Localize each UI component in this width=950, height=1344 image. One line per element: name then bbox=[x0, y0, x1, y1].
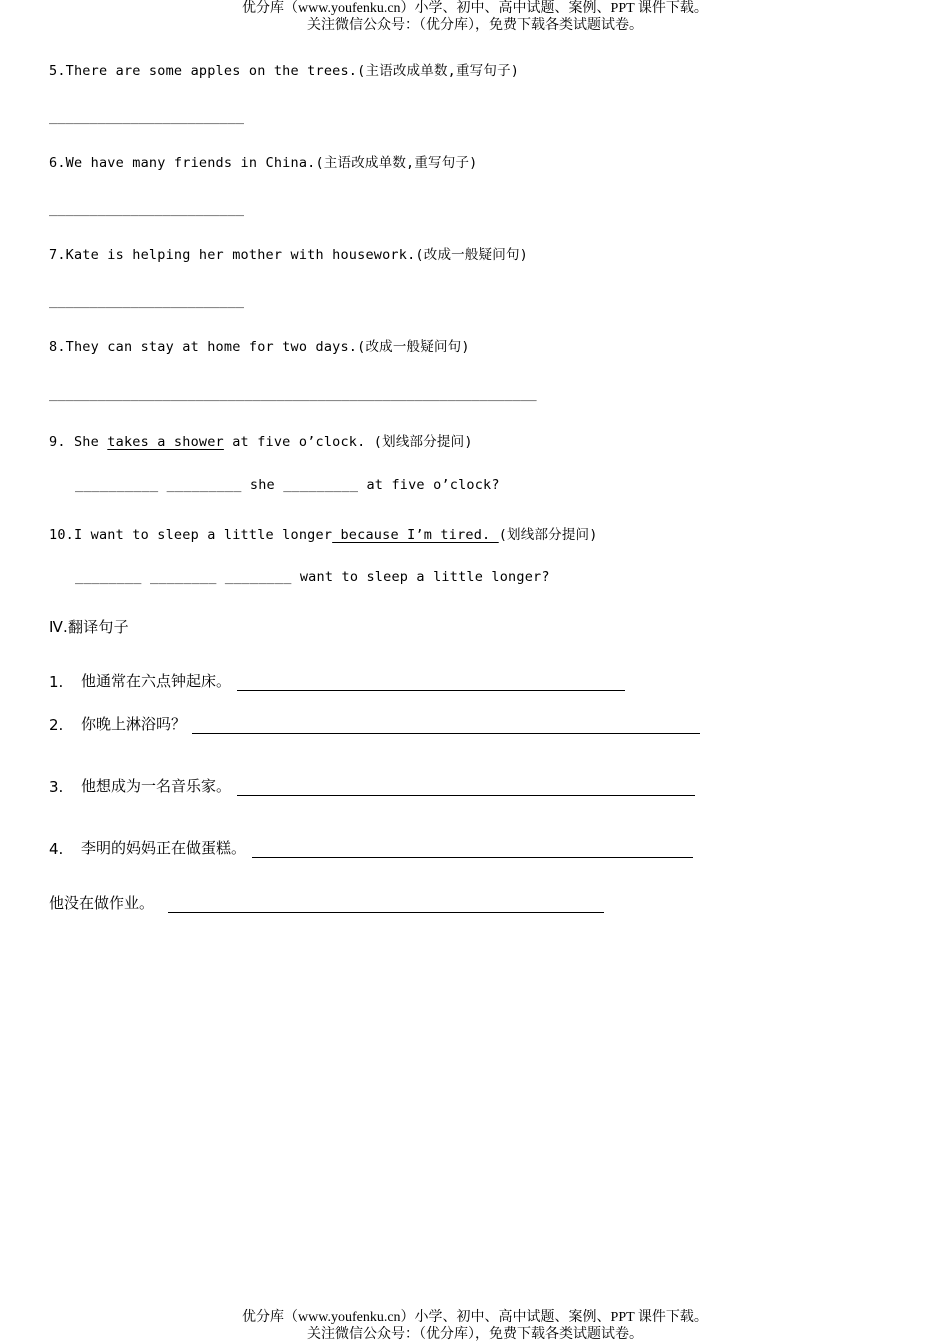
translation-item-3 bbox=[49, 775, 695, 796]
question-8: 8.They can stay at home for two days.(改成一般疑问句) bbox=[49, 339, 470, 355]
translation-item-4 bbox=[49, 837, 693, 858]
translation-item-text: 他想成为一名音乐家。 bbox=[81, 777, 232, 795]
question-10 bbox=[49, 523, 598, 543]
translation-item-number: 2. bbox=[49, 716, 64, 734]
question-9-prefix: 9. She bbox=[49, 434, 108, 450]
question-8-answer-blank: ____________________________________________________________ bbox=[49, 386, 537, 402]
question-9 bbox=[49, 430, 473, 450]
question-10-answer-line: ________ ________ ________ want to sleep a little longer? bbox=[75, 569, 550, 585]
answer-underline bbox=[192, 719, 700, 734]
translation-item-text: 你晚上淋浴吗？ bbox=[81, 715, 187, 733]
answer-underline bbox=[237, 676, 625, 691]
translation-item-1 bbox=[49, 670, 625, 691]
question-9-answer-line: __________ _________ she _________ at five o’clock? bbox=[75, 477, 500, 493]
footer-line-2: 关注微信公众号：（优分库），免费下载各类试题试卷。 bbox=[307, 1327, 643, 1342]
question-5: 5.There are some apples on the trees.(主语改成单数,重写句子) bbox=[49, 63, 520, 79]
question-6: 6.We have many friends in China.(主语改成单数,重写句子) bbox=[49, 155, 478, 171]
translation-item-2 bbox=[49, 713, 700, 734]
translation-item-number: 4. bbox=[49, 840, 64, 858]
question-9-underlined-part: takes a shower bbox=[107, 434, 224, 450]
translation-item-text: 李明的妈妈正在做蛋糕。 bbox=[81, 839, 247, 857]
header-line-1: 优分库（www.youfenku.cn）小学、初中、高中试题、案例、PPT 课件下载。 bbox=[242, 1, 708, 16]
answer-underline bbox=[237, 781, 695, 796]
question-10-suffix: (划线部分提问) bbox=[498, 527, 598, 543]
translation-item-number: 1. bbox=[49, 673, 64, 691]
translation-item-text: 他没在做作业。 bbox=[49, 894, 155, 912]
translation-item-text: 他通常在六点钟起床。 bbox=[81, 672, 232, 690]
question-9-suffix: at five o’clock. (划线部分提问) bbox=[223, 434, 473, 450]
translation-item-extra bbox=[49, 892, 604, 913]
page-header bbox=[0, 0, 950, 34]
question-6-answer-blank: ________________________ bbox=[49, 201, 245, 217]
page-footer bbox=[0, 1309, 950, 1343]
footer-line-1: 优分库（www.youfenku.cn）小学、初中、高中试题、案例、PPT 课件下载。 bbox=[242, 1310, 708, 1325]
translation-item-number: 3. bbox=[49, 778, 64, 796]
question-5-answer-blank: ________________________ bbox=[49, 109, 245, 125]
header-line-2: 关注微信公众号：（优分库），免费下载各类试题试卷。 bbox=[307, 18, 643, 33]
section-4-title: Ⅳ.翻译句子 bbox=[49, 618, 129, 636]
answer-underline bbox=[252, 843, 693, 858]
question-10-underlined-part: because I’m tired. bbox=[332, 527, 499, 543]
question-7-answer-blank: ________________________ bbox=[49, 293, 245, 309]
answer-underline bbox=[168, 898, 604, 913]
question-7: 7.Kate is helping her mother with housework.(改成一般疑问句) bbox=[49, 247, 528, 263]
question-10-prefix: 10.I want to sleep a little longer bbox=[49, 527, 333, 543]
